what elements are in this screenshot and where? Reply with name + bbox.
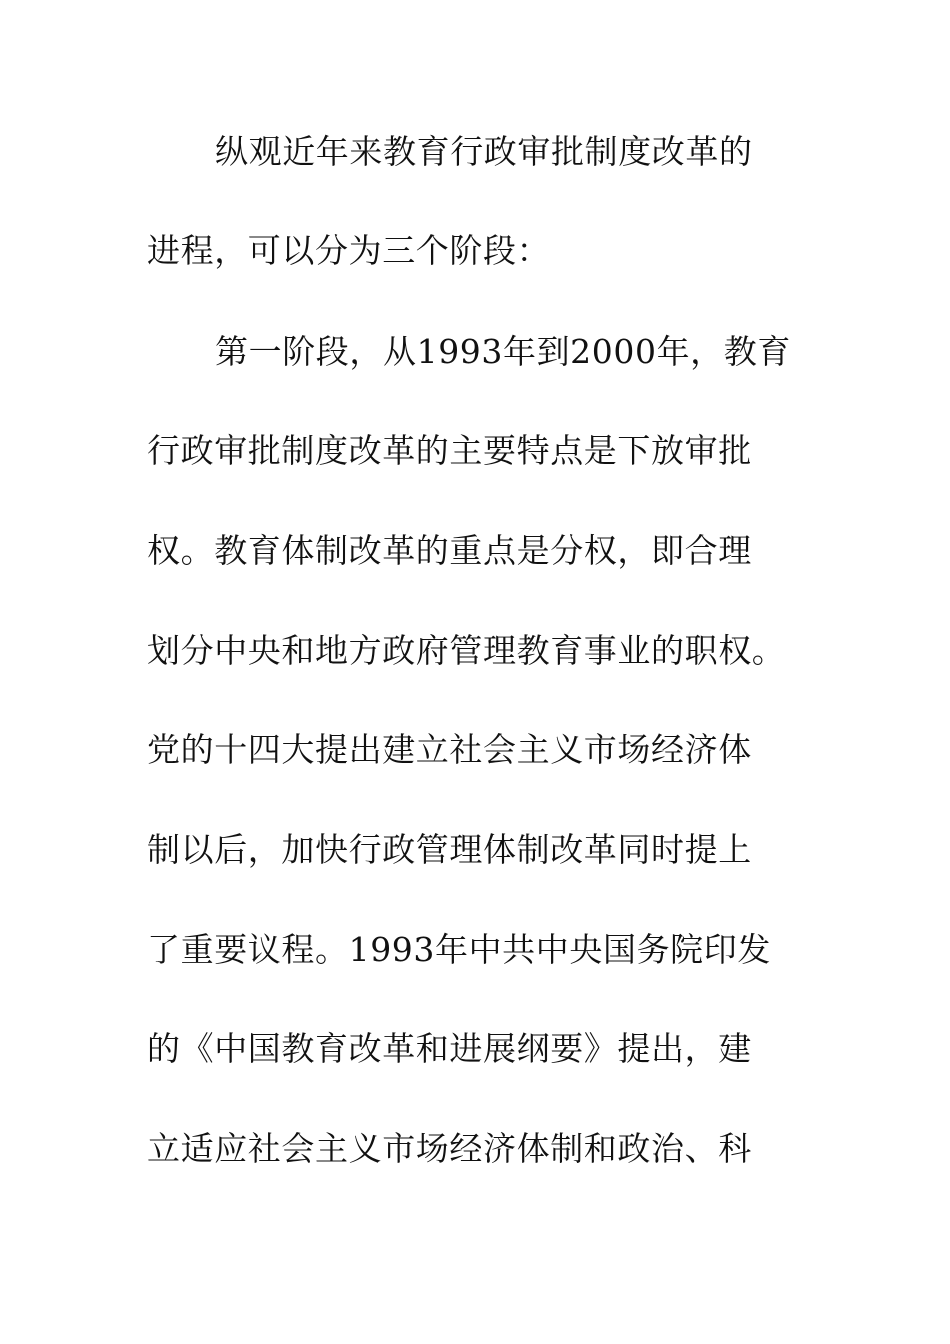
paragraph-2-line-4: 划分中央和地方政府管理教育事业的职权。: [147, 631, 786, 670]
paragraph-2-line-3: 权。教育体制改革的重点是分权，即合理: [147, 531, 752, 570]
paragraph-2-line-1: 第一阶段，从1993年到2000年，教育: [215, 332, 791, 371]
paragraph-2-line-7: 了重要议程。1993年中共中央国务院印发: [147, 930, 771, 969]
paragraph-2-line-8: 的《中国教育改革和进展纲要》提出，建: [147, 1029, 752, 1068]
paragraph-1-line-1: 纵观近年来教育行政审批制度改革的: [215, 132, 753, 171]
paragraph-2-line-6: 制以后，加快行政管理体制改革同时提上: [147, 830, 752, 869]
paragraph-2-line-9: 立适应社会主义市场经济体制和政治、科: [147, 1129, 752, 1168]
paragraph-1-line-2: 进程，可以分为三个阶段：: [147, 231, 551, 270]
paragraph-2-line-2: 行政审批制度改革的主要特点是下放审批: [147, 431, 752, 470]
paragraph-2-line-5: 党的十四大提出建立社会主义市场经济体: [147, 730, 752, 769]
